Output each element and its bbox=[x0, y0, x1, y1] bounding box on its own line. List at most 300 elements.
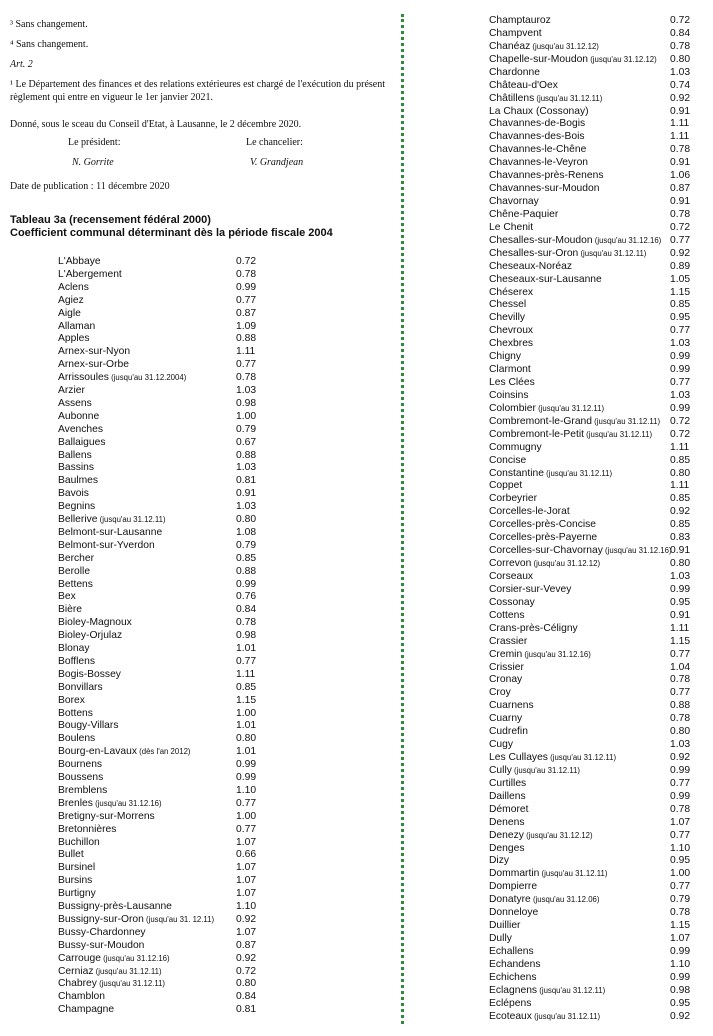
commune-name bbox=[489, 468, 612, 479]
commune-name bbox=[489, 843, 525, 854]
commune-name bbox=[489, 907, 538, 918]
commune-note: (jusqu'au 31.12.16) bbox=[602, 546, 672, 556]
coefficient-value: 1.07 bbox=[670, 933, 691, 945]
commune-note: (jusqu'au 31.12.06) bbox=[530, 895, 600, 905]
coefficient-value: 1.11 bbox=[670, 622, 690, 634]
commune-name bbox=[58, 488, 89, 499]
commune-note: (jusqu'au 31. 12.11) bbox=[143, 914, 215, 924]
commune-name bbox=[489, 545, 672, 556]
commune-name bbox=[489, 131, 585, 142]
commune-name bbox=[58, 940, 144, 951]
commune-name bbox=[489, 571, 533, 582]
commune-note: (jusqu'au 31.12.11) bbox=[547, 753, 617, 762]
coefficient-value: 0.92 bbox=[670, 247, 691, 259]
coefficient-value: 0.77 bbox=[670, 881, 691, 893]
commune-label: Echichens bbox=[489, 971, 537, 983]
commune-label: Corcelles-sur-Chavornay bbox=[489, 545, 603, 557]
commune-name bbox=[58, 927, 146, 938]
coefficient-value: 0.92 bbox=[670, 1010, 691, 1022]
commune-name bbox=[58, 450, 92, 461]
commune-label: Daillens bbox=[489, 790, 526, 802]
coefficient-value: 0.99 bbox=[670, 790, 691, 802]
commune-label: Cugy bbox=[489, 739, 514, 751]
coefficient-value: 1.00 bbox=[236, 410, 257, 422]
coefficient-value: 1.15 bbox=[670, 920, 691, 932]
commune-label: Démoret bbox=[489, 803, 529, 815]
coefficient-value: 0.77 bbox=[670, 377, 691, 389]
commune-label: Corsier-sur-Vevey bbox=[489, 583, 572, 595]
commune-note: (jusqu'au 31.12.11) bbox=[578, 248, 647, 258]
commune-name bbox=[489, 894, 599, 905]
commune-name bbox=[58, 875, 92, 886]
commune-name bbox=[489, 28, 542, 39]
commune-name bbox=[58, 901, 172, 912]
coefficient-value: 1.03 bbox=[670, 389, 691, 401]
commune-label: Dully bbox=[489, 933, 512, 945]
commune-label: Duillier bbox=[489, 920, 521, 932]
commune-note: (jusqu'au 31.12.11) bbox=[543, 468, 613, 478]
coefficient-value: 0.77 bbox=[670, 325, 691, 337]
coefficient-value: 0.81 bbox=[236, 475, 257, 487]
commune-note: (jusqu'au 31.12.11) bbox=[97, 515, 166, 524]
table-subtitle: Coefficient communal déterminant dès la période fiscale 2004 bbox=[10, 227, 333, 239]
coefficient-value: 1.07 bbox=[236, 926, 257, 938]
commune-name bbox=[489, 287, 533, 298]
commune-name bbox=[58, 295, 84, 306]
commune-label: Chabrey bbox=[58, 978, 97, 990]
commune-label: Chapelle-sur-Moudon bbox=[489, 53, 589, 65]
coefficient-value: 1.03 bbox=[236, 385, 257, 396]
coefficient-value: 0.92 bbox=[670, 92, 691, 104]
coefficient-value: 0.80 bbox=[670, 467, 691, 479]
commune-label: Cottens bbox=[489, 609, 525, 621]
commune-name bbox=[489, 700, 534, 711]
commune-label: Crissier bbox=[489, 661, 524, 673]
coefficient-value: 1.03 bbox=[670, 570, 691, 582]
commune-label: Arrissoules bbox=[58, 372, 109, 384]
commune-label: Aubonne bbox=[58, 410, 100, 422]
commune-name bbox=[489, 325, 533, 336]
commune-name bbox=[489, 739, 513, 750]
commune-note: (jusqu'au 31.12.11) bbox=[93, 966, 162, 976]
commune-label: Belmont-sur-Lausanne bbox=[58, 526, 163, 538]
commune-name bbox=[58, 849, 84, 860]
commune-name bbox=[58, 514, 166, 525]
coefficient-value: 0.79 bbox=[236, 539, 257, 551]
commune-label: Bex bbox=[58, 591, 76, 603]
commune-name bbox=[489, 93, 602, 104]
commune-name bbox=[489, 429, 652, 440]
coefficient-value: 0.80 bbox=[670, 558, 691, 570]
commune-name bbox=[489, 674, 522, 685]
commune-name bbox=[58, 914, 214, 925]
commune-name bbox=[489, 662, 524, 673]
commune-label: Cremin bbox=[489, 648, 523, 660]
commune-label: Eclépens bbox=[489, 997, 532, 1009]
commune-label: Champagne bbox=[58, 1004, 115, 1016]
coefficient-value: 0.99 bbox=[236, 281, 257, 293]
coefficient-value: 0.77 bbox=[670, 687, 691, 699]
commune-label: Belmont-sur-Yverdon bbox=[58, 539, 155, 551]
commune-label: Bussigny-sur-Oron bbox=[58, 913, 144, 925]
commune-name bbox=[489, 649, 591, 660]
coefficient-value: 0.91 bbox=[670, 609, 691, 621]
commune-label: Denges bbox=[489, 842, 525, 854]
coefficient-value: 1.08 bbox=[236, 526, 257, 538]
commune-label: L'Abergement bbox=[58, 268, 122, 280]
coefficient-value: 0.92 bbox=[236, 952, 257, 964]
commune-label: Bottens bbox=[58, 707, 93, 719]
commune-name bbox=[58, 256, 101, 267]
commune-label: Bière bbox=[58, 604, 83, 616]
coefficient-value: 0.78 bbox=[670, 674, 691, 686]
commune-label: Crans-près-Céligny bbox=[489, 622, 578, 634]
coefficient-value: 1.03 bbox=[670, 739, 691, 751]
commune-note: (jusqu'au 31.12.11) bbox=[584, 429, 653, 439]
commune-label: Chevilly bbox=[489, 312, 526, 324]
commune-name bbox=[489, 636, 527, 647]
commune-name bbox=[489, 493, 537, 504]
commune-name bbox=[58, 837, 100, 848]
commune-name bbox=[489, 713, 522, 724]
commune-name bbox=[489, 67, 540, 78]
commune-label: Borex bbox=[58, 694, 85, 706]
commune-name bbox=[489, 726, 528, 737]
coefficient-value: 0.85 bbox=[236, 552, 257, 564]
chancellor-name: V. Grandjean bbox=[250, 157, 304, 168]
coefficient-value: 1.10 bbox=[670, 958, 691, 970]
coefficient-value: 0.95 bbox=[670, 997, 691, 1009]
commune-label: Arnex-sur-Orbe bbox=[58, 359, 129, 371]
table-heading bbox=[10, 214, 333, 240]
coefficient-value: 0.77 bbox=[670, 829, 691, 841]
coefficient-value: 0.79 bbox=[236, 423, 257, 435]
commune-label: Cuarny bbox=[489, 713, 523, 725]
coefficient-value: 0.72 bbox=[670, 221, 691, 233]
commune-name bbox=[489, 248, 646, 259]
commune-name bbox=[58, 682, 103, 693]
commune-label: Les Cullayes bbox=[489, 752, 548, 763]
commune-name bbox=[489, 946, 534, 957]
commune-name bbox=[489, 312, 525, 323]
commune-label: Chavannes-sur-Moudon bbox=[489, 183, 600, 195]
commune-name bbox=[58, 785, 107, 796]
commune-name bbox=[489, 972, 537, 983]
commune-label: Assens bbox=[58, 397, 92, 409]
commune-label: Chesalles-sur-Oron bbox=[489, 247, 579, 259]
coefficient-value: 0.80 bbox=[670, 726, 691, 738]
commune-name bbox=[58, 643, 89, 654]
commune-name bbox=[58, 733, 95, 744]
commune-name bbox=[58, 862, 95, 873]
coefficient-value: 0.78 bbox=[670, 713, 691, 725]
coefficient-value: 0.77 bbox=[670, 648, 691, 660]
coefficient-value: 0.91 bbox=[670, 157, 691, 169]
commune-label: Chavannes-le-Veyron bbox=[489, 157, 589, 169]
coefficient-value: 0.77 bbox=[236, 655, 257, 667]
commune-name bbox=[489, 196, 539, 207]
commune-name bbox=[489, 455, 526, 466]
coefficient-value: 0.98 bbox=[236, 630, 257, 642]
commune-name bbox=[58, 308, 81, 319]
commune-label: Corbeyrier bbox=[489, 493, 538, 505]
article-number: Art. 2 bbox=[10, 59, 33, 70]
commune-label: Bellerive bbox=[58, 514, 98, 525]
commune-label: Bassins bbox=[58, 462, 95, 474]
coefficient-value: 1.11 bbox=[670, 441, 690, 453]
coefficient-value: 0.78 bbox=[236, 617, 257, 629]
commune-name bbox=[489, 881, 537, 892]
commune-label: Aclens bbox=[58, 281, 89, 293]
commune-name bbox=[489, 377, 535, 388]
commune-name bbox=[489, 687, 511, 698]
commune-name bbox=[58, 669, 121, 680]
commune-label: Chamblon bbox=[58, 991, 105, 1003]
commune-label: Cuarnens bbox=[489, 700, 534, 712]
commune-note: (jusqu'au 31.12.11) bbox=[531, 1011, 601, 1021]
commune-name bbox=[58, 566, 90, 577]
coefficient-value: 0.81 bbox=[236, 1004, 257, 1016]
commune-label: Carrouge bbox=[58, 952, 101, 964]
commune-label: Combremont-le-Grand bbox=[489, 415, 593, 427]
commune-label: Curtilles bbox=[489, 777, 527, 789]
commune-name bbox=[489, 54, 657, 65]
coefficient-value: 0.95 bbox=[670, 596, 691, 608]
commune-label: Ballaigues bbox=[58, 436, 106, 448]
coefficient-value: 0.78 bbox=[670, 144, 691, 156]
commune-label: Commugny bbox=[489, 441, 542, 453]
coefficient-value: 1.03 bbox=[670, 338, 691, 350]
coefficient-value: 0.87 bbox=[236, 939, 257, 951]
commune-label: Chesalles-sur-Moudon bbox=[489, 234, 593, 246]
commune-name bbox=[58, 437, 106, 448]
coefficient-value: 0.99 bbox=[670, 945, 691, 957]
commune-label: Boulens bbox=[58, 733, 96, 745]
commune-label: Corcelles-le-Jorat bbox=[489, 506, 570, 518]
coefficient-value: 0.80 bbox=[236, 978, 257, 990]
commune-name bbox=[58, 321, 95, 332]
commune-note: (dès l'an 2012) bbox=[137, 747, 191, 757]
coefficient-value: 0.77 bbox=[236, 359, 257, 371]
commune-label: Bonvillars bbox=[58, 681, 103, 693]
coefficient-value: 0.85 bbox=[670, 454, 691, 466]
coefficient-value: 0.98 bbox=[670, 984, 691, 996]
commune-label: Chigny bbox=[489, 351, 522, 363]
commune-name bbox=[489, 41, 599, 52]
commune-note: (jusqu'au 31.12.11) bbox=[534, 93, 603, 103]
commune-name bbox=[58, 501, 95, 512]
coefficient-value: 0.88 bbox=[670, 700, 691, 712]
commune-label: Donneloye bbox=[489, 907, 539, 919]
commune-label: Dizy bbox=[489, 855, 510, 867]
commune-name bbox=[489, 817, 525, 828]
commune-label: Corcelles-près-Concise bbox=[489, 519, 597, 531]
commune-label: Champtauroz bbox=[489, 15, 551, 26]
commune-name bbox=[58, 604, 82, 615]
coefficient-value: 0.80 bbox=[236, 733, 257, 745]
commune-name bbox=[489, 416, 660, 427]
commune-name bbox=[58, 708, 93, 719]
coefficient-value: 0.74 bbox=[670, 79, 691, 91]
commune-name bbox=[58, 269, 122, 280]
commune-name bbox=[58, 772, 103, 783]
commune-name bbox=[58, 372, 186, 383]
commune-note: (jusqu'au 31.12.11) bbox=[511, 765, 580, 775]
commune-name bbox=[489, 623, 578, 634]
commune-label: Bettens bbox=[58, 578, 93, 590]
coefficient-value: 0.85 bbox=[670, 519, 691, 531]
commune-label: Chavannes-des-Bois bbox=[489, 131, 585, 143]
coefficient-value: 0.99 bbox=[670, 402, 691, 414]
commune-name bbox=[489, 170, 603, 181]
commune-label: Cudrefin bbox=[489, 726, 528, 738]
commune-name bbox=[489, 778, 526, 789]
coefficient-value: 1.03 bbox=[236, 501, 257, 513]
commune-label: Bougy-Villars bbox=[58, 720, 119, 732]
coefficient-value: 0.83 bbox=[670, 532, 691, 544]
right-coefficient-table bbox=[489, 15, 699, 1025]
commune-name bbox=[489, 920, 520, 931]
commune-label: Dommartin bbox=[489, 868, 540, 880]
coefficient-value: 1.00 bbox=[236, 707, 257, 719]
footnote-3: ³ Sans changement. bbox=[10, 19, 88, 30]
commune-label: Châtillens bbox=[489, 92, 535, 104]
chancellor-label: Le chancelier: bbox=[246, 137, 303, 148]
commune-note: (jusqu'au 31.12.11) bbox=[539, 869, 608, 879]
commune-name bbox=[58, 720, 118, 731]
commune-label: Château-d'Oex bbox=[489, 79, 558, 91]
commune-label: Cerniaz bbox=[58, 965, 94, 977]
commune-name bbox=[58, 346, 130, 357]
commune-note: (jusqu'au 31.12.16) bbox=[592, 235, 662, 245]
commune-name bbox=[58, 411, 99, 422]
coefficient-value: 1.15 bbox=[670, 635, 691, 647]
commune-name bbox=[489, 791, 526, 802]
commune-name bbox=[58, 462, 94, 473]
commune-name bbox=[58, 398, 92, 409]
commune-name bbox=[58, 617, 132, 628]
coefficient-value: 0.84 bbox=[670, 27, 691, 39]
commune-note: (jusqu'au 31.12.2004) bbox=[108, 373, 187, 383]
coefficient-value: 1.01 bbox=[236, 746, 257, 758]
commune-label: Dompierre bbox=[489, 881, 538, 893]
commune-note: (jusqu'au 31.12.12) bbox=[588, 54, 657, 64]
commune-label: Bretonnières bbox=[58, 823, 117, 835]
coefficient-value: 1.11 bbox=[670, 480, 690, 492]
coefficient-value: 1.07 bbox=[236, 888, 257, 900]
coefficient-value: 0.84 bbox=[236, 604, 257, 616]
commune-name bbox=[58, 824, 116, 835]
commune-name bbox=[489, 959, 541, 970]
commune-label: Aigle bbox=[58, 307, 81, 319]
commune-name bbox=[489, 118, 585, 129]
commune-note: (jusqu'au 31.12.11) bbox=[535, 403, 605, 413]
commune-name bbox=[58, 591, 76, 602]
coefficient-value: 0.92 bbox=[670, 506, 691, 518]
commune-label: Avenches bbox=[58, 423, 104, 435]
commune-label: Allaman bbox=[58, 320, 96, 332]
commune-label: Cronay bbox=[489, 674, 523, 686]
commune-label: Buchillon bbox=[58, 836, 100, 848]
commune-note: (jusqu'au 31.12.11) bbox=[592, 416, 661, 426]
commune-name bbox=[58, 991, 105, 1002]
commune-name bbox=[58, 579, 93, 590]
coefficient-value: 0.77 bbox=[670, 777, 691, 789]
commune-name bbox=[58, 695, 85, 706]
commune-name bbox=[489, 584, 571, 595]
coefficient-value: 0.78 bbox=[236, 268, 257, 280]
commune-label: Chavannes-le-Chêne bbox=[489, 144, 587, 156]
commune-label: Ecoteaux bbox=[489, 1010, 532, 1022]
coefficient-value: 0.78 bbox=[670, 907, 691, 919]
coefficient-value: 1.15 bbox=[670, 286, 691, 298]
commune-label: Cossonay bbox=[489, 596, 535, 608]
coefficient-value: 0.77 bbox=[670, 234, 691, 246]
coefficient-value: 0.92 bbox=[236, 913, 257, 925]
commune-name bbox=[58, 630, 122, 641]
article-paragraph: ¹ Le Département des finances et des relations extérieures est chargé de l'exécution du présent règlement qui entre en vigueur le 1er janvier 2021. bbox=[10, 79, 386, 103]
commune-note: (jusqu'au 31.12.11) bbox=[96, 979, 166, 989]
commune-label: Arzier bbox=[58, 385, 85, 396]
commune-name bbox=[489, 855, 509, 866]
coefficient-value: 0.72 bbox=[670, 415, 691, 427]
commune-label: Corcelles-près-Payerne bbox=[489, 532, 598, 544]
commune-name bbox=[489, 985, 605, 996]
coefficient-value: 0.72 bbox=[670, 428, 691, 440]
coefficient-value: 1.11 bbox=[236, 668, 256, 680]
commune-label: Eclagnens bbox=[489, 984, 538, 996]
left-coefficient-table bbox=[58, 256, 378, 1016]
commune-name bbox=[58, 424, 103, 435]
commune-label: Blonay bbox=[58, 643, 90, 654]
commune-name bbox=[489, 558, 600, 569]
commune-label: Bursinel bbox=[58, 862, 96, 874]
commune-label: Burtigny bbox=[58, 888, 96, 900]
coefficient-value: 1.15 bbox=[236, 694, 257, 706]
commune-label: Chéserex bbox=[489, 286, 534, 298]
coefficient-value: 0.98 bbox=[236, 397, 257, 409]
commune-label: Bofflens bbox=[58, 655, 96, 667]
commune-label: Chavannes-de-Bogis bbox=[489, 118, 586, 130]
footnote-4: ⁴ Sans changement. bbox=[10, 39, 89, 50]
president-name: N. Gorrite bbox=[72, 157, 114, 168]
commune-label: Apples bbox=[58, 333, 90, 345]
coefficient-value: 1.07 bbox=[236, 862, 257, 874]
commune-label: Colombier bbox=[489, 402, 536, 414]
commune-label: Baulmes bbox=[58, 475, 99, 487]
coefficient-value: 0.78 bbox=[670, 40, 691, 52]
commune-label: Crassier bbox=[489, 635, 528, 647]
commune-note: (jusqu'au 31.12.11) bbox=[537, 985, 606, 995]
coefficient-value: 0.99 bbox=[236, 772, 257, 783]
commune-name bbox=[489, 519, 596, 530]
coefficient-value: 1.11 bbox=[670, 131, 690, 143]
coefficient-value: 0.72 bbox=[236, 256, 257, 267]
coefficient-value: 1.04 bbox=[670, 661, 691, 673]
commune-name bbox=[489, 390, 529, 401]
commune-name bbox=[489, 442, 542, 453]
commune-name bbox=[58, 385, 85, 396]
commune-label: Clarmont bbox=[489, 364, 531, 376]
commune-name bbox=[58, 953, 170, 964]
table-title: Tableau 3a (recensement fédéral 2000) bbox=[10, 214, 211, 226]
commune-note: (jusqu'au 31.12.12) bbox=[523, 830, 593, 840]
commune-label: Bretigny-sur-Morrens bbox=[58, 810, 155, 822]
commune-name bbox=[489, 480, 522, 491]
commune-name bbox=[489, 765, 580, 776]
coefficient-value: 0.78 bbox=[670, 208, 691, 220]
coefficient-value: 0.91 bbox=[236, 488, 257, 500]
